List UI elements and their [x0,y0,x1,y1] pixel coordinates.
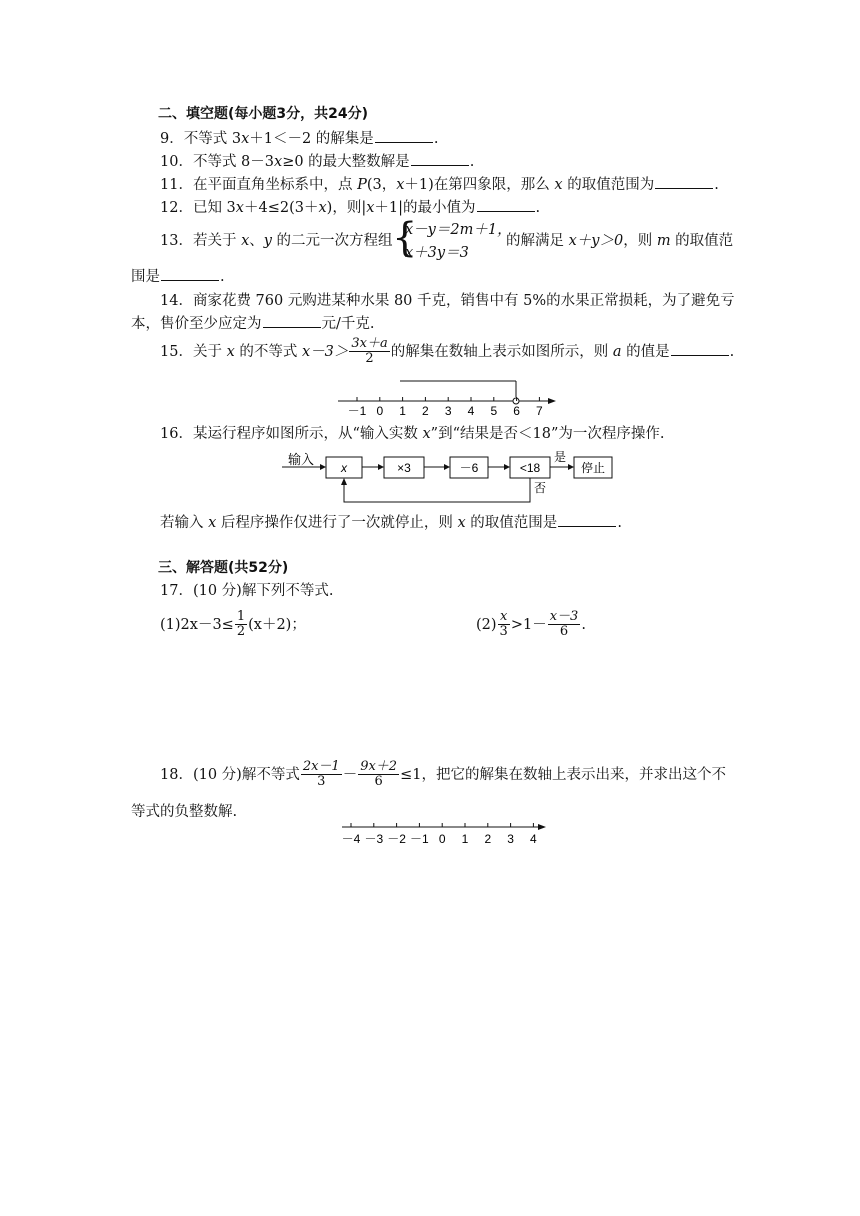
q15-axis-tick-label: 0 [376,404,384,418]
q18-axis-tick-label: －4 [341,832,361,846]
fraction: $\frac{9x+2}{6}$ [360,759,398,790]
question-18-line-1: 18．(10 分)解不等式 $\frac{2x-1}{3}$ － $\frac{9x+2}{6}$ ≤1，把它的解集在数轴上表示出来，并求出这个不 [160,759,726,790]
question-14-line-2: 本，售价至少应定为 元/千克. [131,316,375,332]
no-label: 否 [534,481,547,495]
q18-axis-tick-label: 4 [530,832,537,846]
system-brace: { [392,215,418,261]
question-12: 12．已知 3x＋4≤2(3＋x)，则|x＋1|的最小值为 . [160,200,541,216]
q15-axis-tick-label: 5 [490,404,498,418]
q15-axis-tick-label: 4 [467,404,475,418]
answer-blank[interactable] [375,130,433,143]
box-times-3-label: ×3 [397,461,411,475]
number-line-q18[interactable] [336,818,556,852]
box-compare-18-label: <18 [519,461,541,475]
section-3-title: 三、解答题(共52分) [158,560,289,576]
question-17-part-1: (1)2x－3≤ $\frac{1}{2}$ (x＋2)； [160,609,306,640]
box-stop-label: 停止 [580,461,606,475]
question-14-line-1: 14．商家花费 760 元购进某种水果 80 千克，销售中有 5%的水果正常损耗，为了避免亏 [160,293,735,309]
q18-axis-tick-label: 1 [461,832,469,846]
answer-blank[interactable] [655,176,713,189]
question-10: 10．不等式 8－3x≥0 的最大整数解是 . [160,154,475,170]
q15-axis-tick-label: －1 [347,404,367,418]
answer-blank[interactable] [161,268,219,281]
fraction: $\frac{x-3}{6}$ [549,609,579,640]
box-input-x-label: x [341,461,347,475]
fraction: $\frac{3x+a}{2}$ [351,336,388,367]
question-13-line-1: 13．若关于 x、y 的二元一次方程组 [160,233,393,249]
program-flowchart [280,448,640,508]
number-line-q15 [330,372,560,420]
fraction: $\frac{x}{3}$ [499,609,508,640]
answer-blank[interactable] [558,514,616,527]
q15-axis-tick-label: 1 [399,404,406,418]
q18-axis-tick-label: －3 [364,832,384,846]
question-13-line-1b: 的解满足 x＋y＞0，则 m 的取值范 [506,233,734,249]
question-15: 15．关于 x 的不等式 x－3＞ $\frac{3x+a}{2}$ 的解集在数轴上表示如图所示，则 a 的值是 . [160,336,735,367]
equation-1: x－y＝2m＋1， [405,222,512,238]
question-17-part-2: (2) $\frac{x}{3}$ >1－ $\frac{x-3}{6}$ . [476,609,586,640]
question-16-line-2: 若输入 x 后程序操作仅进行了一次就停止，则 x 的取值范围是 . [160,515,622,531]
answer-blank[interactable] [671,343,729,356]
q15-axis-tick-label: 7 [536,404,543,418]
q18-axis-tick-label: －2 [387,832,406,846]
box-minus-6-label: －6 [459,461,479,475]
question-17: 17．(10 分)解下列不等式. [160,583,334,599]
answer-blank[interactable] [263,315,321,328]
q15-axis-tick-label: 3 [444,404,452,418]
question-11: 11．在平面直角坐标系中，点 P(3，x＋1)在第四象限，那么 x 的取值范围为 . [160,177,719,193]
fraction: $\frac{2x-1}{3}$ [302,759,340,790]
q18-axis-tick-label: －1 [410,832,429,846]
q15-axis-tick-label: 2 [422,404,429,418]
question-18-line-2: 等式的负整数解. [131,804,238,820]
answer-blank[interactable] [477,199,535,212]
question-13-line-2: 围是 . [131,269,225,285]
question-16: 16．某运行程序如图所示，从“输入实数 x”到“结果是否＜18”为一次程序操作. [160,426,665,442]
equation-2: x＋3y＝3 [405,245,469,261]
q15-axis-tick-label: 6 [513,404,520,418]
yes-label: 是 [554,450,567,464]
section-2-title: 二、填空题(每小题3分，共24分) [158,106,369,122]
loop-back-arrow [344,478,530,502]
question-9: 9．不等式 3x＋1＜－2 的解集是 . [160,131,439,147]
fraction: $\frac{1}{2}$ [236,609,246,640]
q18-axis-tick-label: 2 [484,832,492,846]
input-label: 输入 [288,452,315,467]
q18-axis-tick-label: 0 [438,832,446,846]
q18-axis-tick-label: 3 [507,832,514,846]
answer-blank[interactable] [411,153,469,166]
